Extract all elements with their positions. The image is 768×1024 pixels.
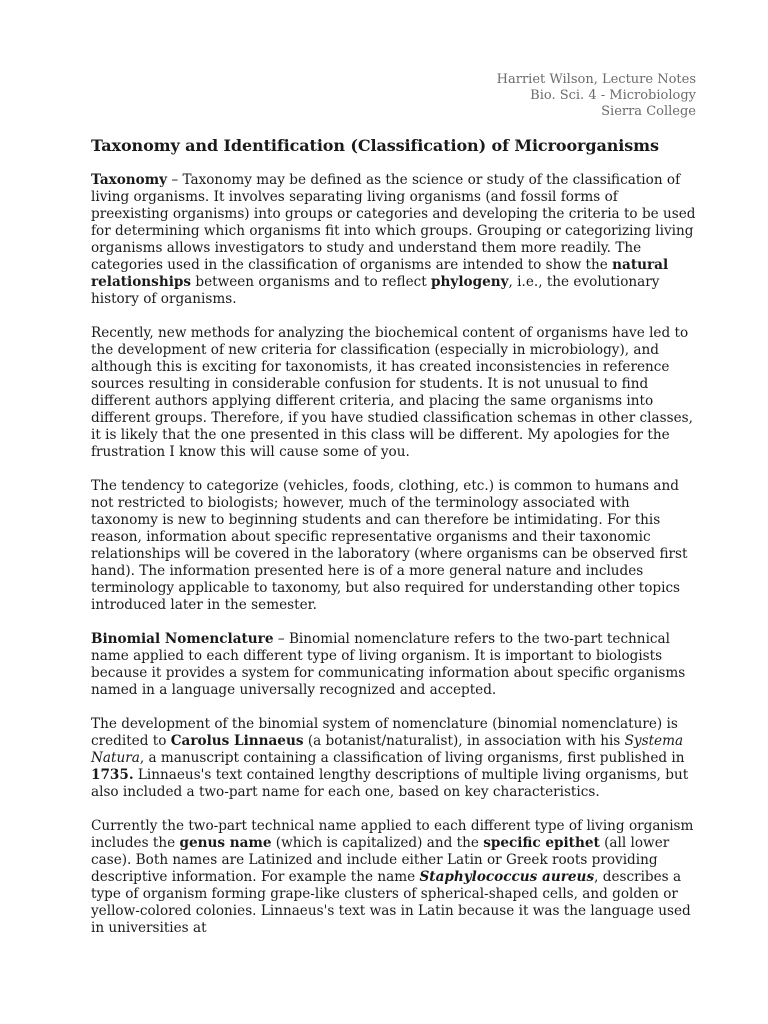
- term-staphylococcus-aureus: Staphylococcus aureus: [419, 869, 595, 885]
- text-span: The development of the binomial system of nomenclature (binomial nomenclature) is credited to: [91, 716, 678, 749]
- header-author-line: Harriet Wilson, Lecture Notes: [496, 72, 696, 87]
- term-specific-epithet: specific epithet: [483, 835, 600, 851]
- paragraph-binomial-nomenclature: [91, 631, 697, 699]
- paragraph-categorize: The tendency to categorize (vehicles, foods, clothing, etc.) is common to humans and not restricted to biologists; however, much of the terminology associated with taxonomy is new to beginning students and can therefore be intimidating. For this reason, information about specific representative organisms and their taxonomic relationships will be covered in the laboratory (where organisms can be observed first hand). The information presented here is of a more general nature and includes terminology applicable to taxonomy, but also required for understanding other topics introduced later in the semester.: [91, 478, 688, 613]
- term-phylogeny: phylogeny: [431, 274, 509, 290]
- paragraph-taxonomy: [91, 172, 697, 308]
- text-span: , i.e., the evolutionary history of organisms.: [91, 274, 660, 307]
- term-genus-name: genus name: [179, 835, 272, 851]
- paragraph-linnaeus: [91, 716, 697, 801]
- text-span: , a manuscript containing a classification of living organisms, first published in: [139, 750, 685, 766]
- text-span: (a botanist/naturalist), in association with his: [303, 733, 625, 749]
- page-title: Taxonomy and Identification (Classification) of Microorganisms: [91, 136, 659, 155]
- text-span: Linnaeus's text contained lengthy descriptions of multiple living organisms, but also included a two-part name for each one, based on key characteristics.: [91, 767, 689, 800]
- header-institution-line: Sierra College: [601, 104, 696, 119]
- text-span: – Taxonomy may be defined as the science or study of the classification of living organisms. It involves separating living organisms (and fossil forms of preexisting organisms) into groups or categories and developing the criteria to be used for determining which organisms fit into which groups. Grouping or categorizing living organisms allows investigators to study and understand them more readily. The categories used in the classification of organisms are intended to show the: [91, 172, 696, 273]
- document-body: [91, 172, 697, 954]
- text-span: (all lower case). Both names are Latinized and include either Latin or Greek roots providing descriptive information. For example the name: [91, 835, 670, 885]
- term-systema-natura: Systema Natura: [91, 733, 684, 766]
- text-span: – Binomial nomenclature refers to the two-part technical name applied to each different type of living organism. It is important to biologists because it provides a system for communicating information about specific organisms named in a language universally recognized and accepted.: [91, 631, 686, 698]
- term-natural-relationships: natural relationships: [91, 257, 669, 290]
- text-span: between organisms and to reflect: [191, 274, 432, 290]
- paragraph-new-methods: Recently, new methods for analyzing the biochemical content of organisms have led to the development of new criteria for classification (especially in microbiology), and although this is exciting for taxonomists, it has created inconsistencies in reference sources resulting in considerable confusion for students. It is not unusual to find different authors applying different criteria, and placing the same organisms into different groups. Therefore, if you have studied classification schemas in other classes, it is likely that the one presented in this class will be different. My apologies for the frustration I know this will cause some of you.: [91, 325, 693, 460]
- term-binomial-nomenclature: Binomial Nomenclature: [91, 631, 274, 647]
- header-course-line: Bio. Sci. 4 - Microbiology: [530, 88, 696, 103]
- text-span: (which is capitalized) and the: [271, 835, 484, 851]
- paragraph-two-part-name: [91, 818, 697, 937]
- term-carolus-linnaeus: Carolus Linnaeus: [170, 733, 304, 749]
- term-taxonomy: Taxonomy: [91, 172, 168, 188]
- text-span: , describes a type of organism forming grape-like clusters of spherical-shaped cells, and golden or yellow-colored colonies. Linnaeus's text was in Latin because it was the language used in universities at: [91, 869, 691, 936]
- text-span: Currently the two-part technical name applied to each different type of living organism includes the: [91, 818, 694, 851]
- term-year-1735: 1735.: [91, 767, 134, 783]
- document-header: [497, 72, 696, 120]
